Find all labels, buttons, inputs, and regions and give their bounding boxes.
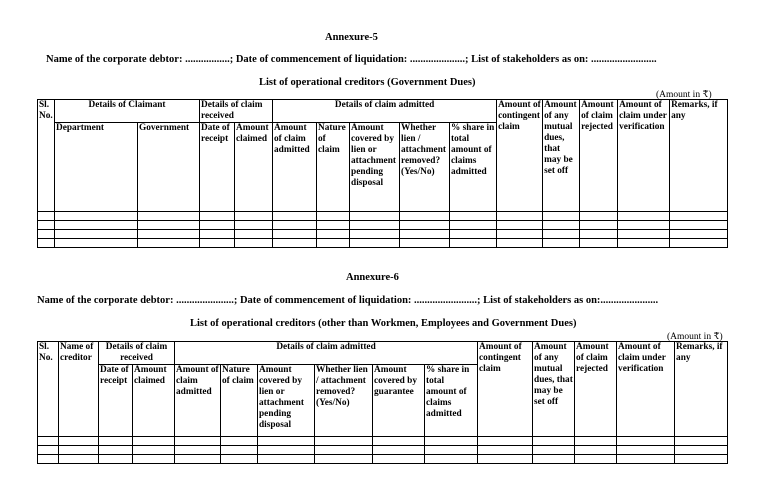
annexure-6-title: Annexure-6 (346, 272, 399, 283)
col-name-of-creditor: Name of creditor (59, 342, 99, 437)
col-amount-admitted: Amount of claim admitted (273, 123, 317, 212)
col-sl-no: Sl. No. (38, 100, 55, 212)
col-date-of-receipt: Date of receipt (99, 365, 133, 437)
col-contingent-claim: Amount of contingent claim (478, 342, 533, 437)
col-details-of-claim-received: Details of claim received (200, 100, 273, 123)
col-claim-rejected: Amount of claim rejected (580, 100, 618, 212)
table-row (38, 221, 728, 230)
col-percent-share: % share in total amount of claims admitted (450, 123, 497, 212)
col-mutual-dues: Amount of any mutual dues, that may be set off (533, 342, 575, 437)
col-amount-covered-by-lien: Amount covered by lien or attachment pending disposal (258, 365, 315, 437)
annexure-6-header-line: Name of the corporate debtor: ......................; Date of commencement of liquidation: ........................; List of stakeholders as on:...................... (37, 295, 659, 306)
col-government: Government (138, 123, 200, 212)
col-amount-covered-by-lien: Amount covered by lien or attachment pending disposal (350, 123, 400, 212)
annexure-5-subtitle: List of operational creditors (Government Dues) (259, 77, 476, 88)
col-amount-claimed: Amount claimed (235, 123, 273, 212)
table-row (38, 239, 728, 248)
annexure-6-amount-note: (Amount in ₹) (667, 332, 723, 342)
col-details-of-claim-received: Details of claim received (99, 342, 175, 365)
col-details-of-claim-admitted: Details of claim admitted (175, 342, 478, 365)
col-details-of-claim-admitted: Details of claim admitted (273, 100, 497, 123)
table-row (38, 455, 728, 464)
table-row (38, 446, 728, 455)
col-department: Department (55, 123, 138, 212)
col-mutual-dues: Amount of any mutual dues, that may be set off (543, 100, 580, 212)
col-nature-of-claim: Nature of claim (221, 365, 258, 437)
annexure-6-table (37, 341, 728, 464)
col-sl-no: Sl. No. (38, 342, 59, 437)
col-amount-admitted: Amount of claim admitted (175, 365, 221, 437)
table-row (38, 437, 728, 446)
table-row (38, 212, 728, 221)
annexure-5-header-line: Name of the corporate debtor: .................; Date of commencement of liquidation: .....................; List of stakeholders as on: ......................... (46, 54, 657, 65)
col-date-of-receipt: Date of receipt (200, 123, 235, 212)
col-amount-claimed: Amount claimed (133, 365, 175, 437)
col-whether-lien-removed: Whether lien / attachment removed? (Yes/No) (400, 123, 450, 212)
col-percent-share: % share in total amount of claims admitted (425, 365, 478, 437)
annexure-5-title: Annexure-5 (325, 32, 378, 43)
annexure-5-amount-note: (Amount in ₹) (656, 90, 712, 100)
col-claim-under-verification: Amount of claim under verification (617, 342, 675, 437)
col-details-of-claimant: Details of Claimant (55, 100, 200, 123)
col-claim-rejected: Amount of claim rejected (575, 342, 617, 437)
col-amount-covered-by-guarantee: Amount covered by guarantee (373, 365, 425, 437)
annexure-5-table (37, 99, 728, 248)
col-contingent-claim: Amount of contingent claim (497, 100, 543, 212)
table-row (38, 230, 728, 239)
annexure-6-subtitle: List of operational creditors (other than Workmen, Employees and Government Dues) (190, 318, 577, 329)
col-remarks: Remarks, if any (675, 342, 728, 437)
col-claim-under-verification: Amount of claim under verification (618, 100, 670, 212)
col-whether-lien-removed: Whether lien / attachment removed? (Yes/No) (315, 365, 373, 437)
col-remarks: Remarks, if any (670, 100, 728, 212)
col-nature-of-claim: Nature of claim (317, 123, 350, 212)
